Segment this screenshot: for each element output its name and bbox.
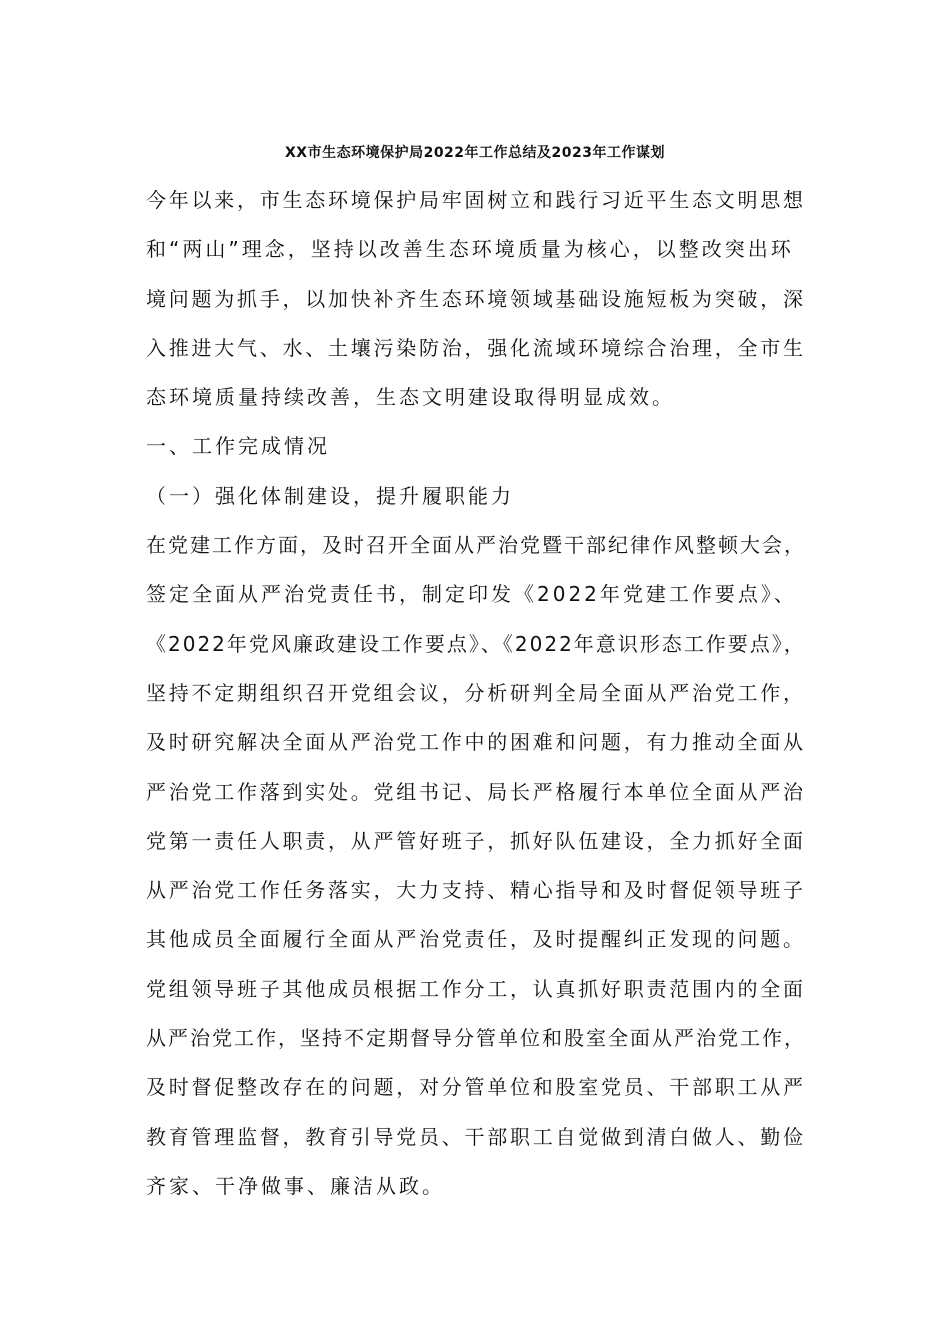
paragraph-line: 在党建工作方面，及时召开全面从严治党暨干部纪律作风整顿大会， <box>146 533 806 558</box>
paragraph-line: 其他成员全面履行全面从严治党责任，及时提醒纠正发现的问题。 <box>146 927 806 952</box>
section-heading: 一、工作完成情况 <box>146 434 330 459</box>
paragraph-line: 党组领导班子其他成员根据工作分工，认真抓好职责范围内的全面 <box>146 976 806 1001</box>
paragraph-line: 《2022年党风廉政建设工作要点》、《2022年意识形态工作要点》， <box>146 631 806 656</box>
paragraph-line: 坚持不定期组织召开党组会议，分析研判全局全面从严治党工作， <box>146 680 806 705</box>
paragraph-line: 从严治党工作，坚持不定期督导分管单位和股室全面从严治党工作， <box>146 1026 806 1051</box>
paragraph-line: 党第一责任人职责，从严管好班子，抓好队伍建设，全力抓好全面 <box>146 828 806 853</box>
paragraph-line: 及时研究解决全面从严治党工作中的困难和问题，有力推动全面从 <box>146 730 806 755</box>
paragraph-line: 及时督促整改存在的问题，对分管单位和股室党员、干部职工从严 <box>146 1075 806 1100</box>
paragraph-line: 从严治党工作任务落实，大力支持、精心指导和及时督促领导班子 <box>146 878 806 903</box>
paragraph-line: 入推进大气、水、土壤污染防治，强化流域环境综合治理，全市生 <box>146 335 806 360</box>
paragraph-line: 今年以来，市生态环境保护局牢固树立和践行习近平生态文明思想 <box>146 188 806 212</box>
document-body <box>146 180 806 1215</box>
paragraph-line: 严治党工作落到实处。党组书记、局长严格履行本单位全面从严治 <box>146 779 806 804</box>
document-title: XX市生态环境保护局2022年工作总结及2023年工作谋划 <box>284 145 666 161</box>
paragraph-line: 和“两山”理念，坚持以改善生态环境质量为核心，以整改突出环 <box>146 237 794 262</box>
paragraph-line: 签定全面从严治党责任书，制定印发《2022年党建工作要点》、 <box>146 582 797 607</box>
subsection-heading: （一）强化体制建设，提升履职能力 <box>146 483 514 508</box>
paragraph-line: 齐家、干净做事、廉洁从政。 <box>146 1173 445 1198</box>
paragraph-line: 教育管理监督，教育引导党员、干部职工自觉做到清白做人、勤俭 <box>146 1124 806 1149</box>
paragraph-line: 态环境质量持续改善，生态文明建设取得明显成效。 <box>146 385 675 410</box>
paragraph-line: 境问题为抓手，以加快补齐生态环境领域基础设施短板为突破，深 <box>146 286 806 311</box>
